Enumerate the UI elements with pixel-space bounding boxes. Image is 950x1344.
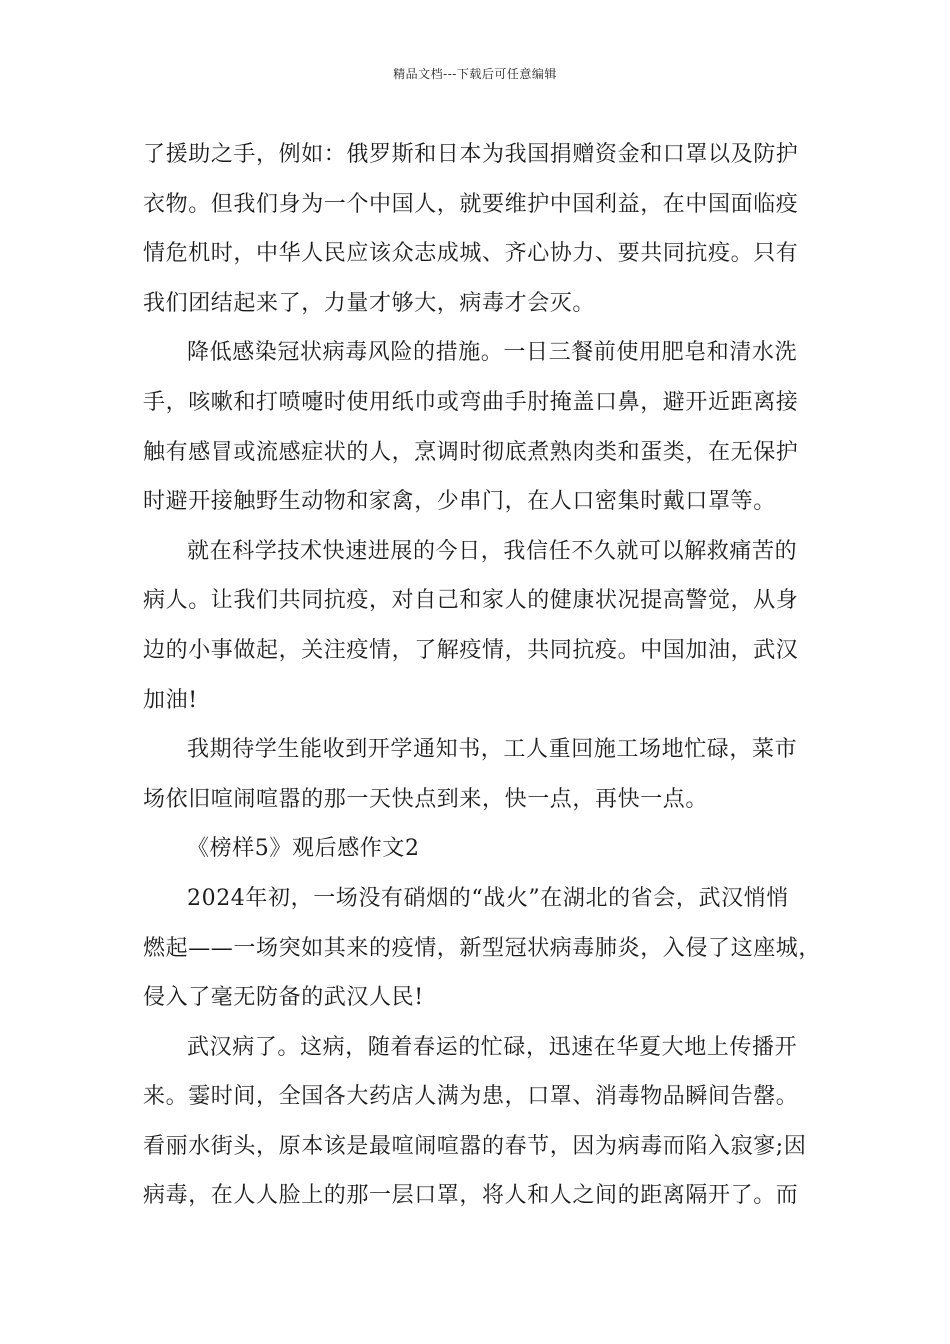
text-line: 就在科学技术快速进展的今日，我信任不久就可以解救痛苦的 <box>187 538 798 564</box>
text-line: 我期待学生能收到开学通知书，工人重回施工场地忙碌，菜市 <box>187 737 798 763</box>
text-line: 时避开接触野生动物和家禽，少串门，在人口密集时戴口罩等。 <box>143 489 776 515</box>
text-line: 手，咳嗽和打喷嚏时使用纸巾或弯曲手肘掩盖口鼻，避开近距离接 <box>143 389 799 415</box>
text-line: 加油! <box>143 687 198 713</box>
text-line: 《榜样5》观后感作文2 <box>187 836 420 862</box>
text-line: 病人。让我们共同抗疫，对自己和家人的健康状况提高警觉，从身 <box>143 588 799 614</box>
text-line: 武汉病了。这病，随着春运的忙碌，迅速在华夏大地上传播开 <box>187 1034 798 1060</box>
text-line: 场依旧喧闹喧嚣的那一天快点到来，快一点，再快一点。 <box>143 786 709 812</box>
text-line: 来。霎时间，全国各大药店人满为患，口罩、消毒物品瞬间告罄。 <box>143 1084 799 1110</box>
document-body <box>143 130 823 1221</box>
text-line: 边的小事做起，关注疫情，了解疫情，共同抗疫。中国加油，武汉 <box>143 637 799 663</box>
text-line: 衣物。但我们身为一个中国人，就要维护中国利益，在中国面临疫 <box>143 191 799 217</box>
text-line: 侵入了毫无防备的武汉人民! <box>143 985 424 1011</box>
text-line: 病毒，在人人脸上的那一层口罩，将人和人之间的距离隔开了。而 <box>143 1183 799 1209</box>
text-line: 燃起——一场突如其来的疫情，新型冠状病毒肺炎，入侵了这座城， <box>143 935 822 961</box>
text-line: 情危机时，中华人民应该众志成城、齐心协力、要共同抗疫。只有 <box>143 241 799 267</box>
text-line: 触有感冒或流感症状的人，烹调时彻底煮熟肉类和蛋类，在无保护 <box>143 439 799 465</box>
text-line: 看丽水街头，原本该是最喧闹喧嚣的春节，因为病毒而陷入寂寥;因 <box>143 1133 807 1159</box>
page-header: 精品文档---下载后可任意编辑 <box>393 67 557 81</box>
text-line: 了援助之手，例如：俄罗斯和日本为我国捐赠资金和口罩以及防护 <box>143 142 799 167</box>
text-line: 2024年初，一场没有硝烟的“战火”在湖北的省会，武汉悄悄 <box>187 885 789 911</box>
text-line: 降低感染冠状病毒风险的措施。一日三餐前使用肥皂和清水洗 <box>187 340 798 366</box>
text-line: 我们团结起来了，力量才够大，病毒才会灭。 <box>143 290 596 316</box>
